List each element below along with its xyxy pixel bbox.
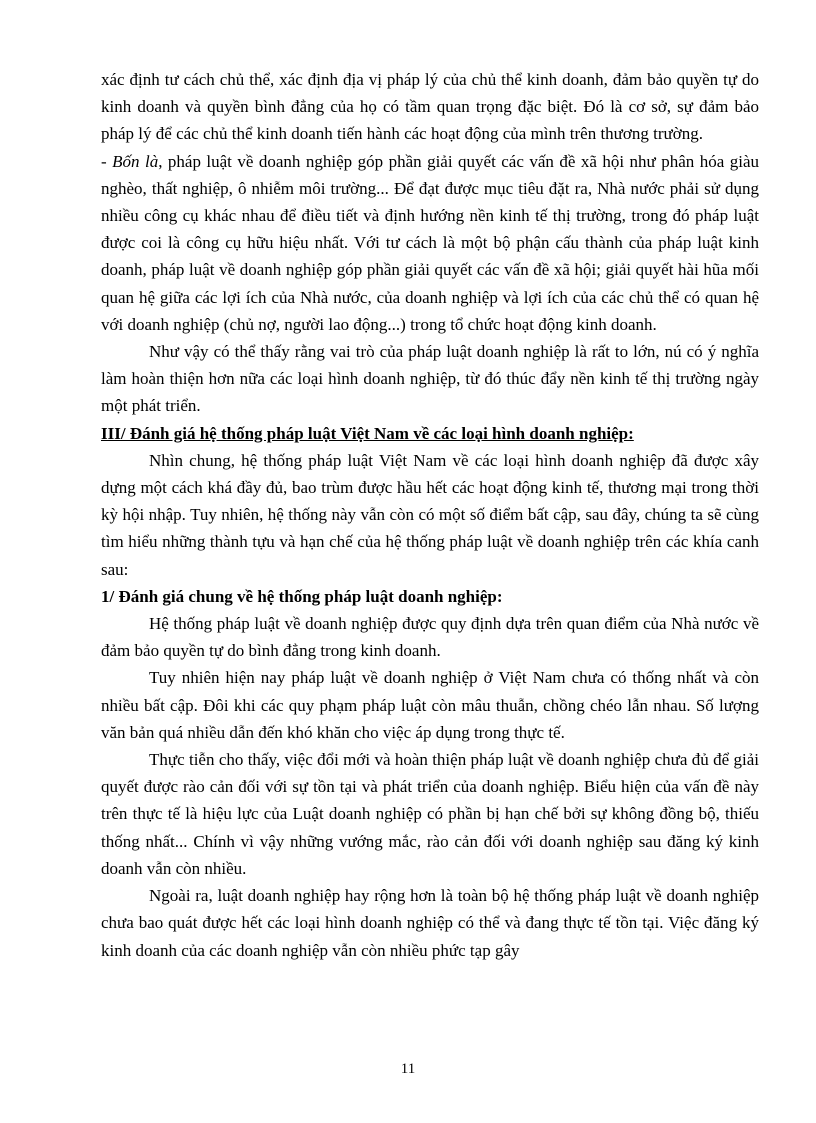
document-page bbox=[101, 66, 759, 964]
paragraph-6: Tuy nhiên hiện nay pháp luật về doanh nghiệp ở Việt Nam chưa có thống nhất và còn nhiều bất cập. Đôi khi các quy phạm pháp luật còn mâu thuẫn, chồng chéo lẫn nhau. Số lượng văn bản quá nhiều dẫn đến khó khăn cho việc áp dụng trong thực tế. bbox=[101, 668, 759, 742]
paragraph-2 bbox=[101, 148, 759, 338]
paragraph-2-lead-italic: Bốn là bbox=[112, 151, 159, 171]
section-heading-iii: III/ Đánh giá hệ thống pháp luật Việt Nam về các loại hình doanh nghiệp: bbox=[101, 423, 634, 443]
paragraph-5: Hệ thống pháp luật về doanh nghiệp được quy định dựa trên quan điểm của Nhà nước về đảm bảo quyền tự do bình đẳng trong kinh doanh. bbox=[101, 614, 759, 661]
paragraph-3: Như vậy có thể thấy rằng vai trò của pháp luật doanh nghiệp là rất to lớn, nú có ý nghĩa làm hoàn thiện hơn nữa các loại hình doanh nghiệp, từ đó thúc đẩy nền kinh tế thị trường ngày một phát triển. bbox=[101, 342, 759, 416]
page-number: 11 bbox=[400, 1061, 416, 1077]
paragraph-8: Ngoài ra, luật doanh nghiệp hay rộng hơn là toàn bộ hệ thống pháp luật về doanh nghiệp chưa bao quát được hết các loại hình doanh nghiệp có thể và đang thực tế tồn tại. Việc đăng ký kinh doanh của các doanh nghiệp vẫn còn nhiều phức tạp gây bbox=[101, 886, 759, 960]
paragraph-4: Nhìn chung, hệ thống pháp luật Việt Nam về các loại hình doanh nghiệp đã được xây dựng một cách khá đầy đủ, bao trùm được hầu hết các hoạt động kinh tế, thương mại trong thời kỳ hội nhập. Tuy nhiên, hệ thống này vẫn còn có một số điểm bất cập, sau đây, chúng ta sẽ cùng tìm hiểu những thành tựu và hạn chế của hệ thống pháp luật về doanh nghiệp trên các khía canh sau: bbox=[101, 450, 759, 579]
paragraph-2-body: , pháp luật về doanh nghiệp góp phần giải quyết các vấn đề xã hội như phân hóa giàu nghèo, thất nghiệp, ô nhiễm môi trường... Để đạt được mục tiêu đặt ra, Nhà nước phải sử dụng nhiều công cụ khác nhau để điều tiết và định hướng nền kinh tế thị trường, trong đó pháp luật được coi là công cụ hữu hiệu nhất. Với tư cách là một bộ phận cấu thành của pháp luật kinh doanh, pháp luật về doanh nghiệp góp phần giải quyết các vấn đề xã hội; giải quyết hài hũa mối quan hệ giữa các lợi ích của Nhà nước, của doanh nghiệp và lợi ích của các chủ thể có quan hệ với doanh nghiệp (chủ nợ, người lao động...) trong tổ chức hoạt động kinh doanh. bbox=[101, 151, 759, 334]
subsection-heading-1: 1/ Đánh giá chung về hệ thống pháp luật doanh nghiệp: bbox=[101, 586, 503, 606]
paragraph-1: xác định tư cách chủ thể, xác định địa vị pháp lý của chủ thể kinh doanh, đảm bảo quyền tự do kinh doanh và quyền bình đẳng của họ có tầm quan trọng đặc biệt. Đó là cơ sở, sự đảm bảo pháp lý để các chủ thể kinh doanh tiến hành các hoạt động của mình trên thương trường. bbox=[101, 70, 759, 144]
paragraph-7: Thực tiễn cho thấy, việc đổi mới và hoàn thiện pháp luật về doanh nghiệp chưa đủ để giải quyết được rào cản đối với sự tồn tại và phát triển của doanh nghiệp. Biểu hiện của vấn đề này trên thực tế là hiệu lực của Luật doanh nghiệp có phần bị hạn chế bởi sự không đồng bộ, thiếu thống nhất... Chính vì vậy những vướng mắc, rào cản đối với doanh nghiệp sau đăng ký kinh doanh vẫn còn nhiều. bbox=[101, 750, 759, 878]
bullet-dash: - bbox=[101, 151, 113, 171]
